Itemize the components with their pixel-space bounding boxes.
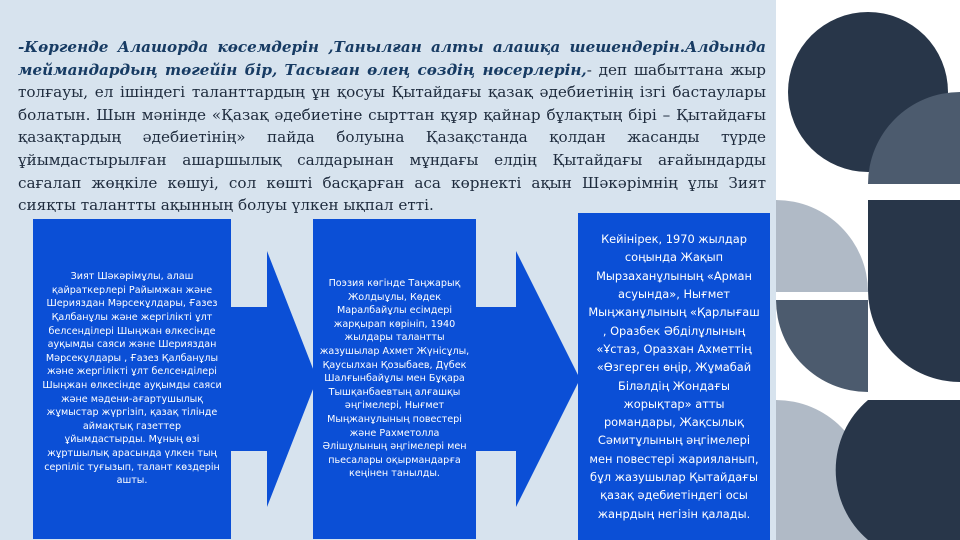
flow-box-1: [33, 219, 231, 539]
deco-bottom-right-icon: [836, 400, 960, 540]
arrow-2-icon: [476, 219, 580, 539]
flow-box-1-text: Зият Шәкәрімұлы, алаш қайраткерлері Райымжан және Шерияздан Мәрсекұлдары, Ғазез Қалбанұлы және жергілікті ұлт белсенділері Шыңжан өлкесінде ауқымды саяси және Шерияздан Мәрсекұлдары , Ғазез Қалбанұлы және жергілікті ұлт белсенділері Шыңжан өлкесінде ауқымды саяси және мәдени-ағартушылық жұмыстар жүргізіп, қазақ тілінде аймақтық газеттер ұйымдастырды. Мұның өзі жұртшылық арасында үлкен тың серпіліс туғызып, талант көздерін ашты.: [42, 271, 222, 487]
flow-box-3: [578, 213, 770, 540]
flow-box-3-text: Кейінірек, 1970 жылдар соңында Жақып Мырзаханұлының «Арман асуында», Нығмет Мыңжанұлының «Қарлығаш , Оразбек Әбділұлының «Ұстаз, Оразхан Ахметтің «Өзгерген өңір, Жұмабай Біләлдің Жондағы жорықтар» атты романдары, Жақсылық Сәмитұлының әңгімелері мен повестері жарияланып, бұл жазушылар Қытайдағы қазақ әдебиетіндегі осы жанрдың негізін қалады.: [588, 232, 760, 521]
intro-body: - деп шабыттана жыр толғауы, ел ішіндегі таланттардың ұн қосуы Қытайдағы қазақ әдебиетінің ізгі бастаулары болатын. Шын мәнінде «Қазақ әдебиетіне сырттан құяр қайнар бұлақтың бірі – Қытайдағы қазақтардың әдебиетінің» пайда болуына Қазақстанда қолдан жасанды түрде ұйымдастырылған ашаршылық салдарынан мұндағы елдің Қытайдағы ағайындарды сағалап жөңкіле көшуі, сол көшті басқарған аса көрнекті ақын Шәкәрімнің ұлы Зият сияқты талантты ақынның болуы үлкен ықпал етті.: [18, 60, 766, 215]
intro-paragraph: [18, 36, 766, 217]
decorative-shapes: [776, 0, 960, 540]
flow-box-2-text: Поэзия көгінде Таңжарық Жолдыұлы, Көдек Маралбайұлы есімдері жарқырап көрініп, 1940 жылдары талантты жазушылар Ахмет Жүнісұлы, Қаусылхан Қозыбаев, Дүбек Шалғынбайұлы мен Бұқара Тышқанбаевтың алғашқы әңгімелері, Нығмет Мыңжанұлының повестері және Рахметолла Әлішұлының әңгімелері мен пьесалары оқырмандарға кеңінен танылды.: [319, 278, 470, 480]
arrow-1-icon: [231, 219, 317, 539]
intro-emphasis: -Көргенде Алашорда көсемдерін ,Танылған алты алашқа шешендерін.Алдында меймандардың төгейін бір, Тасыған өлең сөздің нөсерлерін,: [18, 38, 766, 79]
flow-box-2: [313, 219, 476, 539]
